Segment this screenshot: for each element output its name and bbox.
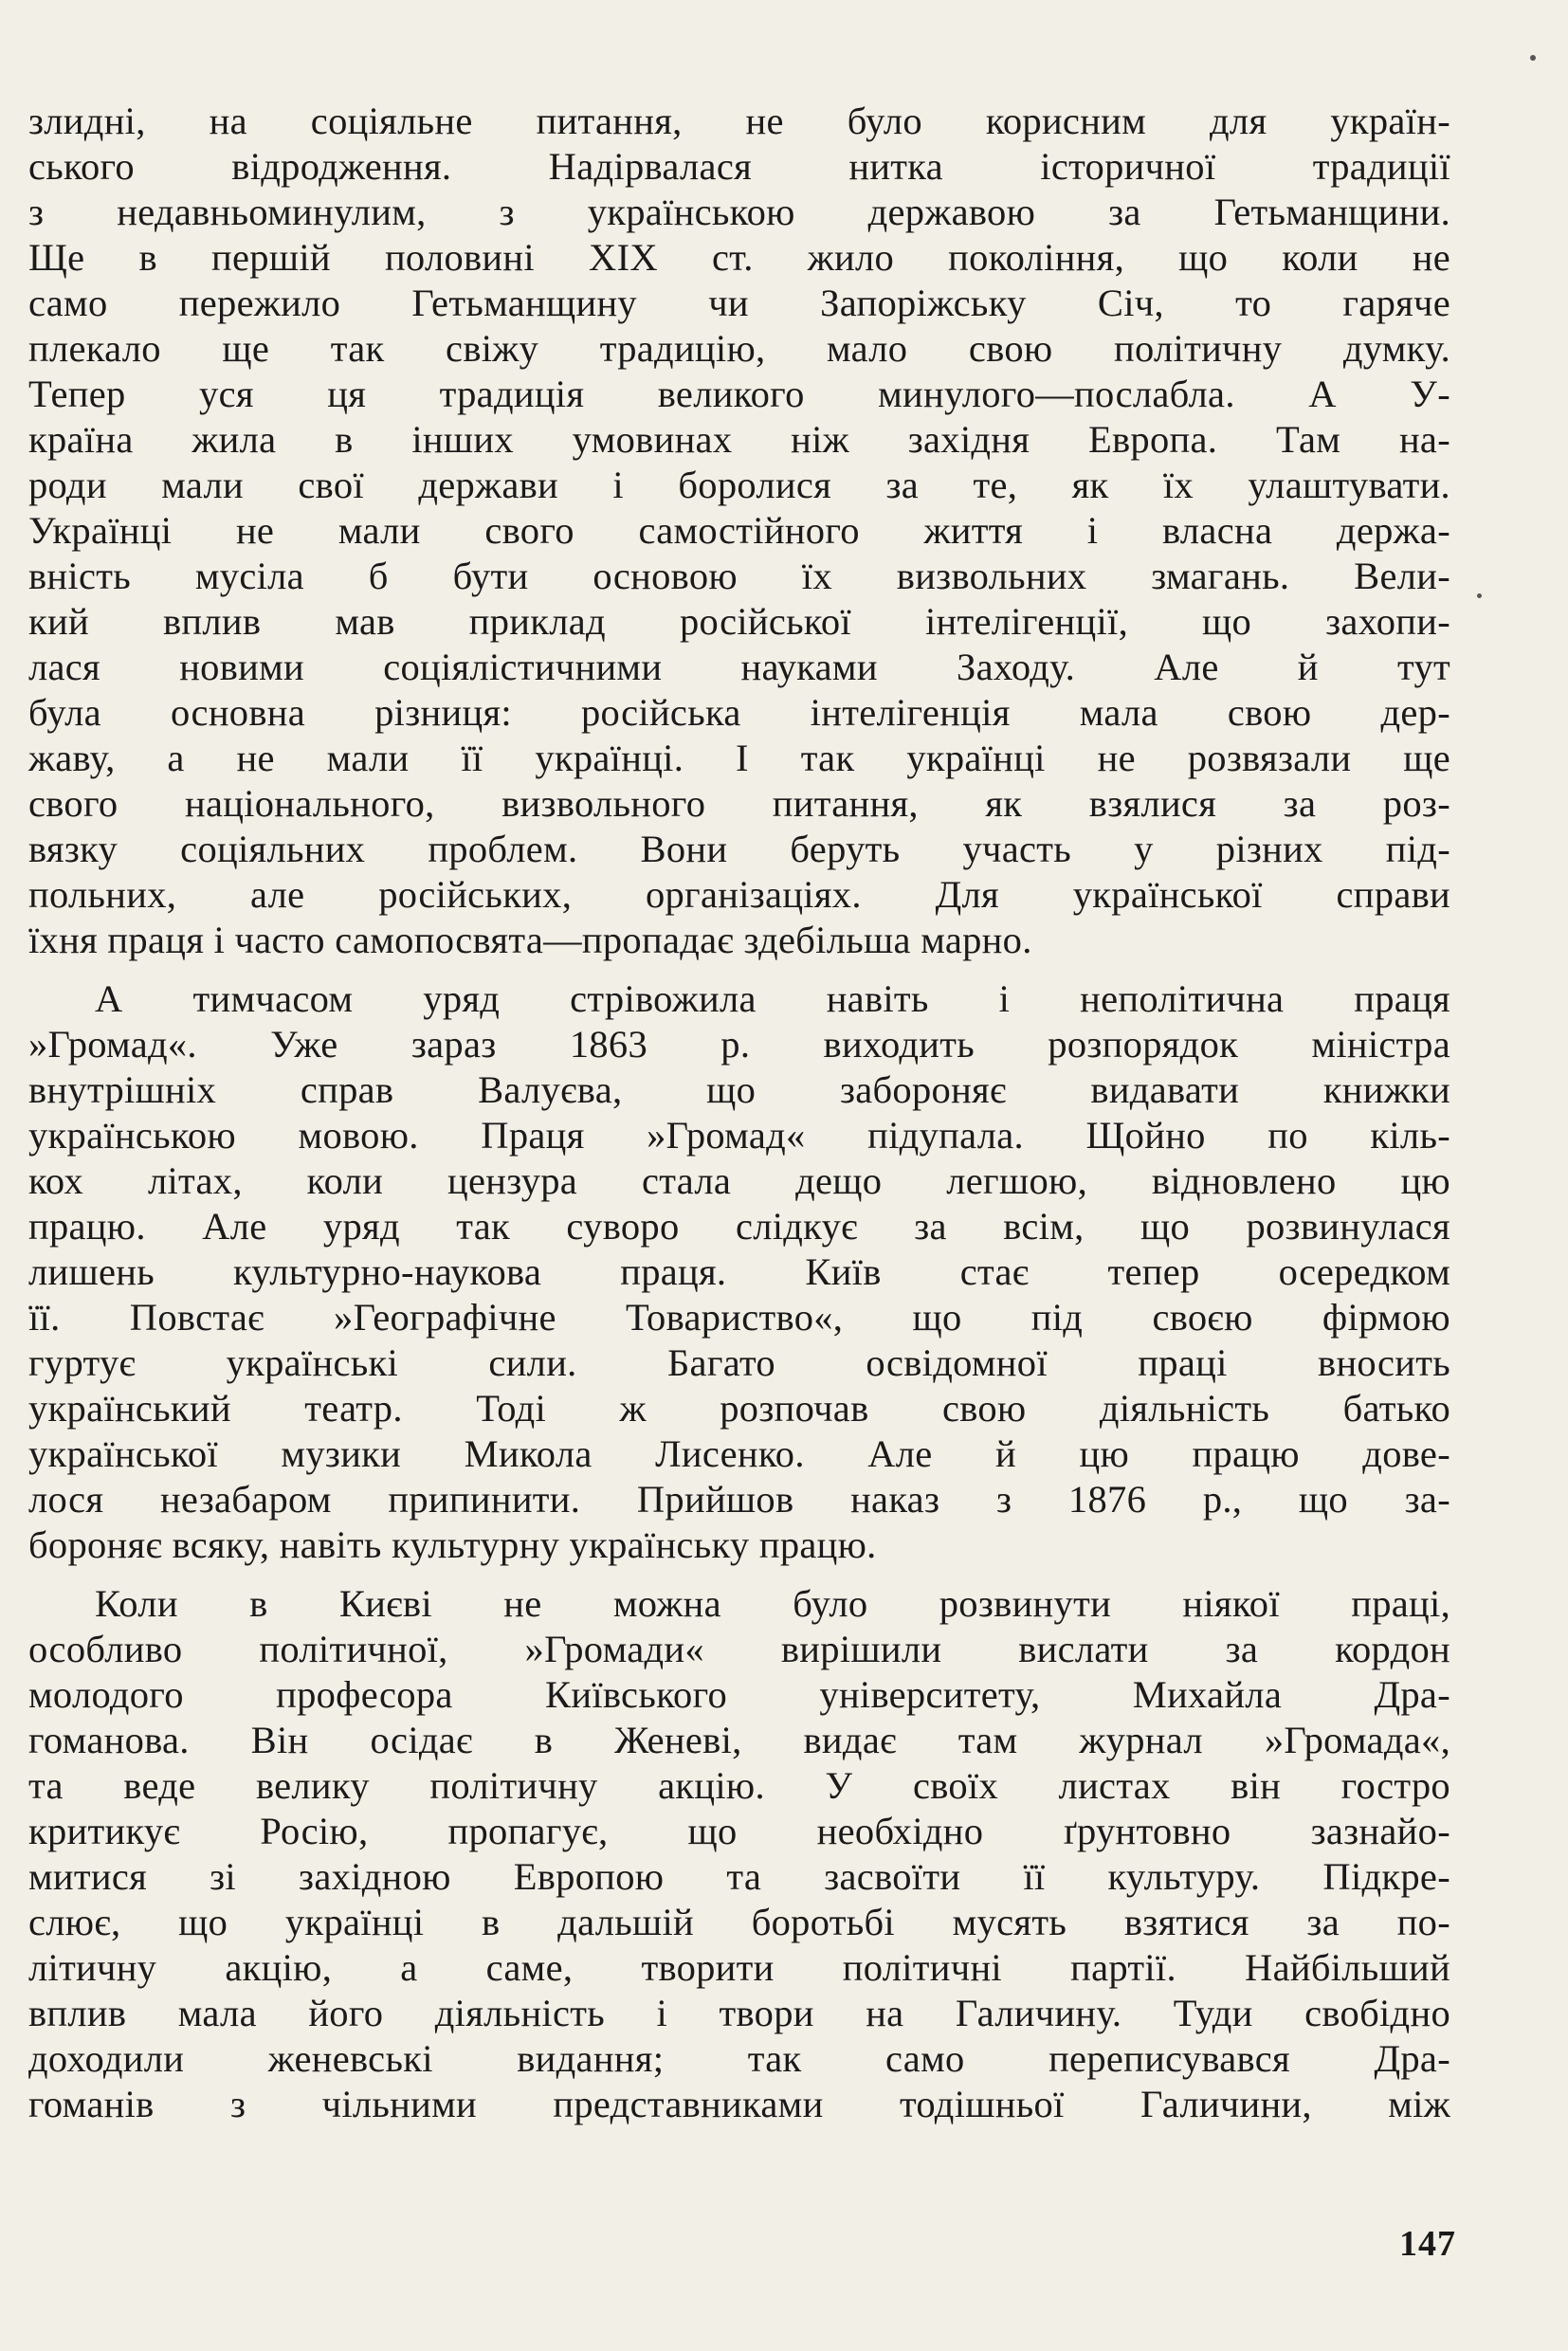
text-line: Коли в Києві не можна було розвинути ніякої праці, <box>95 1582 1450 1625</box>
text-line: вність мусіла б бути основою їх визвольних змагань. Вели- <box>28 555 1450 597</box>
text-line: внутрішніх справ Валуєва, що забороняє видавати книжки <box>28 1068 1450 1111</box>
text-line: митися зі західною Европою та засвоїти її культуру. Підкре- <box>28 1855 1450 1898</box>
text-line: Українці не мали свого самостійного життя і власна держа- <box>28 509 1450 552</box>
text-line: з недавньоминулим, з українською державою за Гетьманщини. <box>28 191 1450 233</box>
paragraph-gap <box>28 1568 1450 1581</box>
text-line: польних, але російських, організаціях. Для української справи <box>28 873 1450 916</box>
text-line: літичну акцію, а саме, творити політичні партії. Найбільший <box>28 1946 1450 1989</box>
text-line: кий вплив мав приклад російської інтелігенції, що захопи- <box>28 600 1450 643</box>
paragraph-gap <box>28 963 1450 976</box>
paragraph-2 <box>28 976 1450 1568</box>
body-text <box>28 99 1450 2127</box>
text-line: само пережило Гетьманщину чи Запоріжську Січ, то гаряче <box>28 282 1450 324</box>
paragraph-3 <box>28 1581 1450 2127</box>
text-line: Ще в першій половині XIX ст. жило покоління, що коли не <box>28 236 1450 279</box>
text-line: жаву, а не мали її українці. І так українці не розвязали ще <box>28 737 1450 779</box>
text-line: була основна різниця: російська інтелігенція мала свою дер- <box>28 691 1450 734</box>
text-line: свого національного, визвольного питання, як взялися за роз- <box>28 782 1450 825</box>
text-line: український театр. Тоді ж розпочав свою діяльність батько <box>28 1387 1450 1430</box>
text-line: Тепер уся ця традиція великого минулого—послабла. А У- <box>28 373 1450 415</box>
text-line: лася новими соціялістичними науками Заходу. Але й тут <box>28 646 1450 688</box>
text-line: вязку соціяльних проблем. Вони беруть участь у різних під- <box>28 828 1450 870</box>
print-speck <box>1530 55 1536 61</box>
text-line: країна жила в інших умовинах ніж західня Европа. Там на- <box>28 418 1450 461</box>
page-number: 147 <box>1399 2224 1456 2264</box>
text-line: ського відродження. Надірвалася нитка історичної традиції <box>28 145 1450 188</box>
text-line: »Громад«. Уже зараз 1863 р. виходить розпорядок міністра <box>28 1023 1450 1066</box>
text-line: слює, що українці в дальшій боротьбі мусять взятися за по- <box>28 1901 1450 1943</box>
text-line: молодого професора Київського університету, Михайла Дра- <box>28 1673 1450 1716</box>
text-line: вплив мала його діяльність і твори на Галичину. Туди свобідно <box>28 1992 1450 2034</box>
text-line: роди мали свої держави і боролися за те, як їх улаштувати. <box>28 464 1450 506</box>
text-line: працю. Але уряд так суворо слідкує за всім, що розвинулася <box>28 1205 1450 1248</box>
text-line: А тимчасом уряд стрівожила навіть і неполітична праця <box>95 977 1450 1020</box>
text-line: лишень культурно-наукова праця. Київ стає тепер осередком <box>28 1250 1450 1293</box>
text-line: її. Повстає »Географічне Товариство«, що під своєю фірмою <box>28 1296 1450 1339</box>
text-line: гоманів з чільними представниками тодішньої Галичини, між <box>28 2083 1450 2125</box>
paragraph-1 <box>28 99 1450 963</box>
text-line: українською мовою. Праця »Громад« підупала. Щойно по кіль- <box>28 1114 1450 1157</box>
text-line: особливо політичної, »Громади« вирішили вислати за кордон <box>28 1628 1450 1670</box>
text-line: доходили женевські видання; так само переписувався Дра- <box>28 2037 1450 2080</box>
text-line: лося незабаром припинити. Прийшов наказ з 1876 р., що за- <box>28 1478 1450 1521</box>
text-line: їхня праця і часто самопосвята—пропадає здебільша марно. <box>28 919 1032 961</box>
text-line: плекало ще так свіжу традицію, мало свою політичну думку. <box>28 327 1450 370</box>
text-line: кох літах, коли цензура стала дещо легшою, відновлено цю <box>28 1159 1450 1202</box>
text-line: гуртує українські сили. Багато освідомної праці вносить <box>28 1341 1450 1384</box>
text-line: та веде велику політичну акцію. У своїх листах він гостро <box>28 1764 1450 1807</box>
text-line: злидні, на соціяльне питання, не було корисним для україн- <box>28 100 1450 142</box>
text-line: української музики Микола Лисенко. Але й цю працю дове- <box>28 1432 1450 1475</box>
text-line: критикує Росію, пропагує, що необхідно ґрунтовно зазнайо- <box>28 1810 1450 1852</box>
text-line: бороняє всяку, навіть культурну українську працю. <box>28 1523 877 1566</box>
print-speck <box>1477 593 1482 598</box>
text-line: гоманова. Він осідає в Женеві, видає там журнал »Громада«, <box>28 1719 1450 1761</box>
